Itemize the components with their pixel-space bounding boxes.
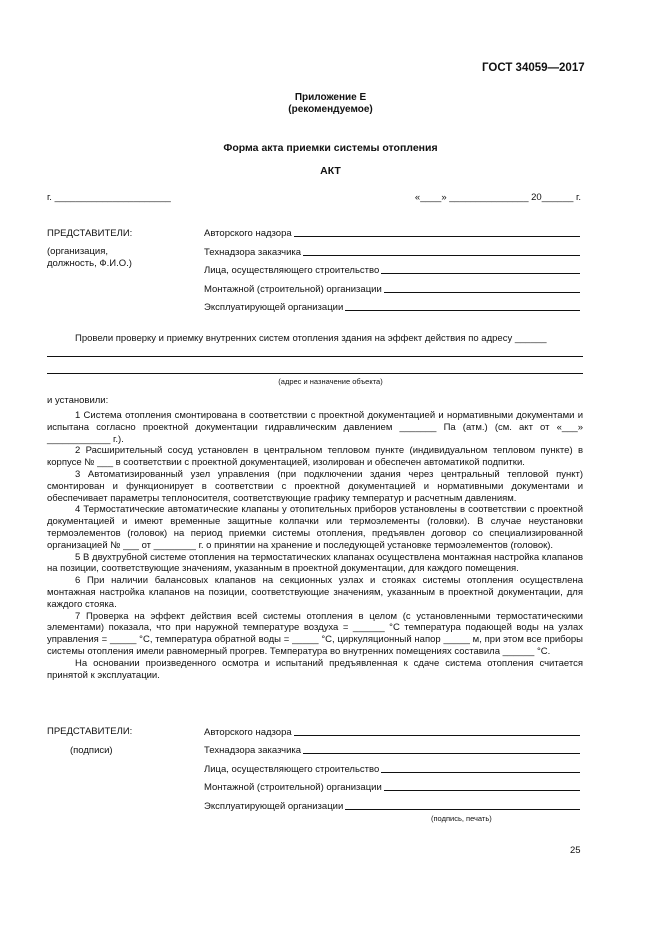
rep-row-builder — [204, 263, 580, 276]
appendix-title: Приложение Е — [294, 92, 367, 103]
appendix-subtitle: (рекомендуемое) — [288, 104, 373, 115]
signature-caption: (подпись, печать) — [431, 814, 492, 823]
fill-line — [384, 790, 580, 791]
paragraph-6: 6 При наличии балансовых клапанов на секционных узлах и стояках системы отопления осуществлена монтажная настройка клапанов на позиции, соответствующие значениям, указанным в проектной документации, для каждого стояка. — [47, 575, 583, 610]
sig-row-label: Технадзора заказчика — [204, 745, 302, 756]
rep-row-label: Монтажной (строительной) организации — [204, 284, 382, 295]
fill-line — [345, 310, 580, 311]
rep-row-customer — [204, 245, 580, 258]
sig-row-label: Эксплуатирующей организации — [204, 801, 344, 812]
paragraph-3: 3 Автоматизированный узел управления (при подключении здания через центральный тепловой пункт) смонтирован и функционирует в соответствии с проектной документацией и нормативными документами и обеспечивает параметры теплоносителя, соответствующие графику температур и расчетным давлениям. — [47, 468, 583, 504]
fill-line — [384, 292, 580, 293]
paragraph-2: 2 Расширительный сосуд установлен в центральном тепловом пункте (индивидуальном тепловом пункте) в корпусе № ___ в соответствии с проектной документацией, изолирован и обеспечен автоматикой подпитки. — [47, 445, 583, 469]
rep-row-label: Авторского надзора — [204, 228, 292, 239]
fill-line — [303, 255, 580, 256]
form-title: Форма акта приемки системы отопления — [223, 142, 438, 154]
sig-row-author — [204, 725, 580, 738]
page-number: 25 — [570, 845, 581, 856]
fill-line — [294, 735, 580, 736]
sig-row-builder — [204, 762, 580, 775]
representatives-note-1: (организация, — [47, 246, 108, 257]
place-line: г. ______________________ — [47, 192, 171, 203]
act-body — [47, 410, 583, 681]
date-line: «____» _______________ 20______ г. — [414, 192, 581, 203]
sig-row-customer — [204, 743, 580, 756]
standard-header: ГОСТ 34059—2017 — [482, 62, 585, 74]
sig-row-label: Авторского надзора — [204, 727, 292, 738]
rep-row-author — [204, 226, 580, 239]
representatives-note-2: должность, Ф.И.О.) — [47, 258, 132, 269]
rep-row-label: Эксплуатирующей организации — [204, 302, 344, 313]
paragraph-5: 5 В двухтрубной системе отопления на термостатических клапанах осуществлена монтажная настройка клапанов на позиции, соответствующие значениям, указанным в проектной документации, для каждого помещения. — [47, 551, 583, 575]
established-label: и установили: — [47, 395, 109, 406]
act-title: АКТ — [320, 165, 341, 177]
paragraph-1: 1 Система отопления смонтирована в соответствии с проектной документацией и нормативными документами и испытана согласно проектной документации гидравлическим давлением _______ Па (атм.) (см. акт от «___» ____________ г.). — [47, 410, 583, 445]
fill-line — [303, 753, 580, 754]
rep-row-label: Технадзора заказчика — [204, 247, 302, 258]
sig-row-installer — [204, 780, 580, 793]
rep-row-operator — [204, 300, 580, 313]
sig-row-operator — [204, 799, 580, 812]
address-caption: (адрес и назначение объекта) — [278, 377, 383, 386]
rep-row-installer — [204, 282, 580, 295]
paragraph-4: 4 Термостатические автоматические клапаны у отопительных приборов установлены в соответствии с проектной документацией и имеют временные защитные колпачки или термоэлементы (головки). В случае неустановки термоэлементов (головок) на период приемки системы отопления, предъявлен договор со специализированной организацией № ___ от ________ г. о принятии на хранение и последующей установке термоэлементов (головок). — [47, 504, 583, 551]
sig-row-label: Лица, осуществляющего строительство — [204, 764, 380, 775]
address-line — [47, 373, 583, 374]
signatures-label: ПРЕДСТАВИТЕЛИ: — [47, 726, 133, 737]
representatives-label: ПРЕДСТАВИТЕЛИ: — [47, 228, 133, 239]
address-line — [47, 356, 583, 357]
signatures-note: (подписи) — [70, 745, 113, 756]
fill-line — [381, 273, 580, 274]
fill-line — [381, 772, 580, 773]
inspection-intro: Провели проверку и приемку внутренних систем отопления здания на эффект действия по адресу ______ — [75, 333, 547, 344]
fill-line — [345, 809, 580, 810]
rep-row-label: Лица, осуществляющего строительство — [204, 265, 380, 276]
paragraph-conclusion: На основании произведенного осмотра и испытаний предъявленная к сдаче система отопления считается принятой к эксплуатации. — [47, 657, 583, 681]
sig-row-label: Монтажной (строительной) организации — [204, 782, 382, 793]
paragraph-7: 7 Проверка на эффект действия всей системы отопления в целом (с установленными термостатическими элементами) показала, что при наружной температуре воздуха = ______ °С температура подающей воды на узлах управления = _____ °С, температура обратной воды = _____ °С, циркуляционный напор _____ м, при этом все приборы системы отопления имели равномерный прогрев. Температура во внутренних помещениях составила ______ °С. — [47, 610, 583, 657]
fill-line — [294, 236, 580, 237]
